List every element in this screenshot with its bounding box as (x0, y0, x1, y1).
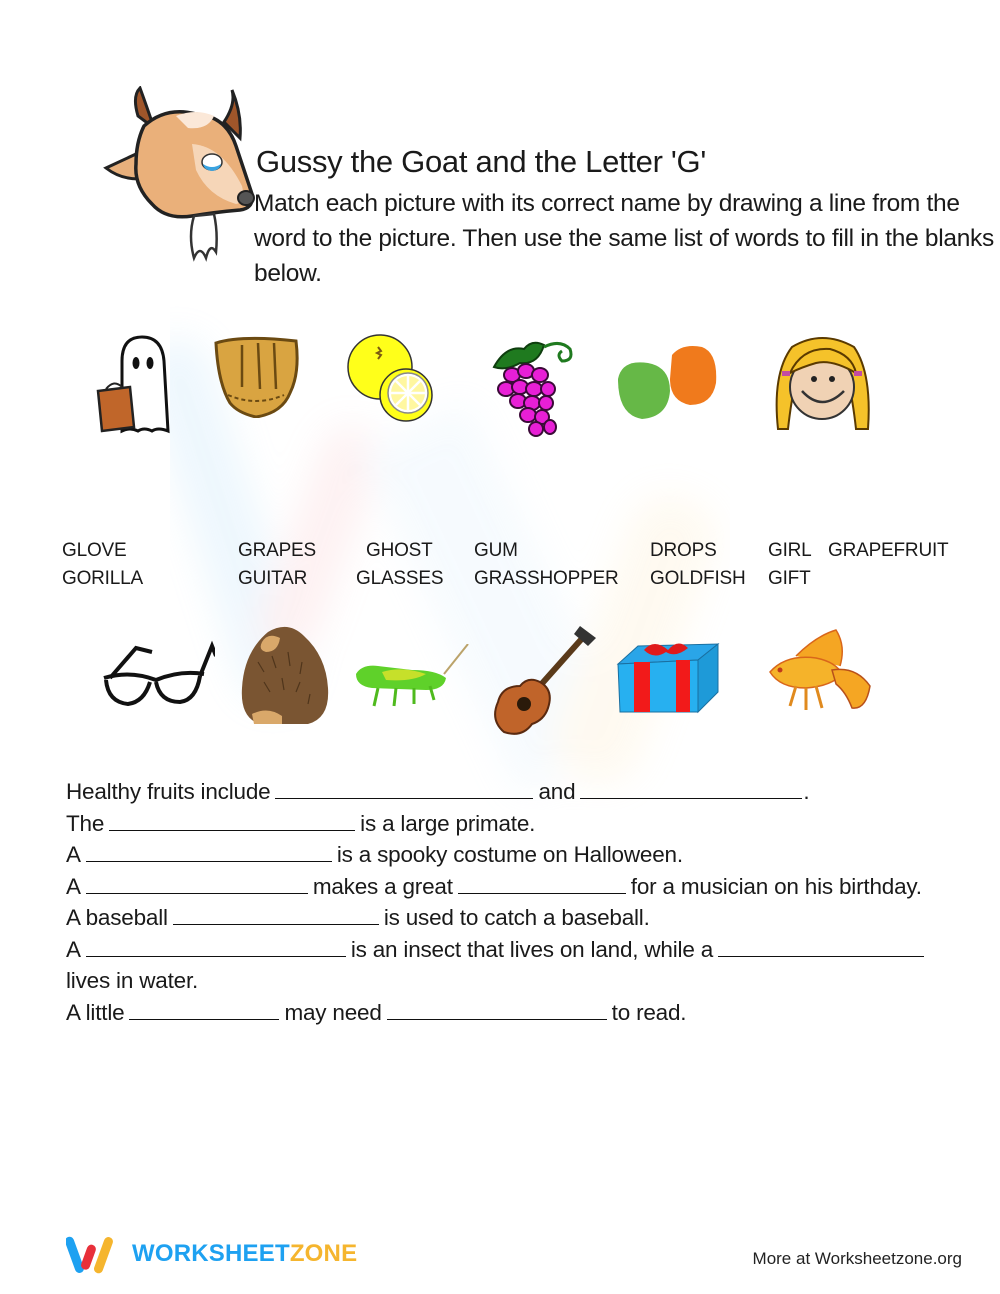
sentence-6-continued (66, 965, 986, 997)
sentence-4 (66, 871, 986, 903)
blank-field[interactable] (275, 778, 533, 799)
sentence-text: is used to catch a baseball. (383, 905, 650, 930)
blank-field[interactable] (109, 810, 355, 831)
sentence-3 (66, 839, 986, 871)
page-title: Gussy the Goat and the Letter 'G' (256, 144, 706, 179)
worksheetzone-logo[interactable] (66, 1234, 357, 1274)
blank-field[interactable] (387, 999, 607, 1020)
sentence-text: Healthy fruits include (66, 779, 271, 804)
gum-drops-icon (612, 339, 722, 429)
word-bank (62, 540, 962, 600)
gift-box-icon (614, 636, 724, 716)
sentence-text: may need (284, 999, 382, 1025)
word-ghost: GHOST (366, 540, 433, 561)
word-grasshopper: GRASSHOPPER (474, 568, 619, 589)
grasshopper-icon (352, 644, 472, 714)
sentence-text: and (538, 779, 576, 804)
sentence-text: A (66, 873, 81, 899)
word-grapefruit: GRAPEFRUIT (828, 540, 949, 561)
goldfish-icon (766, 626, 876, 716)
goat-head-icon (96, 86, 261, 266)
more-at-link[interactable]: More at Worksheetzone.org (752, 1249, 962, 1268)
sentence-text: lives in water. (66, 968, 199, 993)
fill-in-sentences (66, 776, 986, 1028)
sentence-7 (66, 997, 986, 1029)
ghost-icon (92, 331, 177, 436)
sentence-text: is a spooky costume on Halloween. (336, 842, 683, 867)
sentence-2 (66, 808, 986, 840)
sentence-text: A baseball (66, 905, 168, 930)
eyeglasses-icon (100, 640, 215, 710)
word-glasses: GLASSES (356, 568, 444, 589)
sentence-text: A (66, 842, 81, 867)
word-glove: GLOVE (62, 540, 127, 561)
worksheetzone-w-icon (66, 1234, 124, 1274)
word-grapes: GRAPES (238, 540, 316, 561)
sentence-text: is an insect that lives on land, while a (350, 936, 714, 962)
sentence-text: makes a great (312, 873, 453, 899)
word-girl: GIRL (768, 540, 812, 561)
gorilla-icon (238, 622, 333, 727)
sentence-1 (66, 776, 986, 808)
guitar-icon (488, 624, 598, 739)
word-goldfish: GOLDFISH (650, 568, 746, 589)
girl-face-icon (772, 333, 872, 433)
word-drops: DROPS (650, 540, 717, 561)
logo-text-worksheet: WORKSHEET (132, 1240, 290, 1267)
grapes-icon (490, 335, 580, 440)
word-gum: GUM (474, 540, 518, 561)
picture-row-top (0, 325, 1000, 455)
instructions-text: Match each picture with its correct name by drawing a line from the word to the picture. Then use the same list of words to fill in the blanks below. (254, 190, 994, 287)
sentence-6 (66, 934, 986, 966)
grapefruit-icon (346, 333, 436, 428)
baseball-glove-icon (212, 333, 302, 418)
blank-field[interactable] (86, 873, 308, 894)
blank-field[interactable] (129, 999, 279, 1020)
word-guitar: GUITAR (238, 568, 308, 589)
word-gorilla: GORILLA (62, 568, 143, 589)
blank-field[interactable] (173, 904, 379, 925)
sentence-text: is a large primate. (360, 810, 536, 836)
blank-field[interactable] (718, 936, 924, 957)
sentence-text: A little (66, 999, 125, 1025)
picture-row-bottom (0, 620, 1000, 750)
blank-field[interactable] (86, 841, 332, 862)
blank-field[interactable] (458, 873, 626, 894)
sentence-text: to read. (611, 999, 687, 1025)
word-gift: GIFT (768, 568, 811, 589)
blank-field[interactable] (86, 936, 346, 957)
sentence-5 (66, 902, 986, 934)
blank-field[interactable] (580, 778, 802, 799)
sentence-text: . (803, 779, 810, 804)
logo-text-zone: ZONE (289, 1240, 358, 1267)
sentence-text: for a musician on his birthday. (630, 873, 922, 899)
sentence-text: The (66, 810, 105, 836)
sentence-text: A (66, 936, 81, 962)
